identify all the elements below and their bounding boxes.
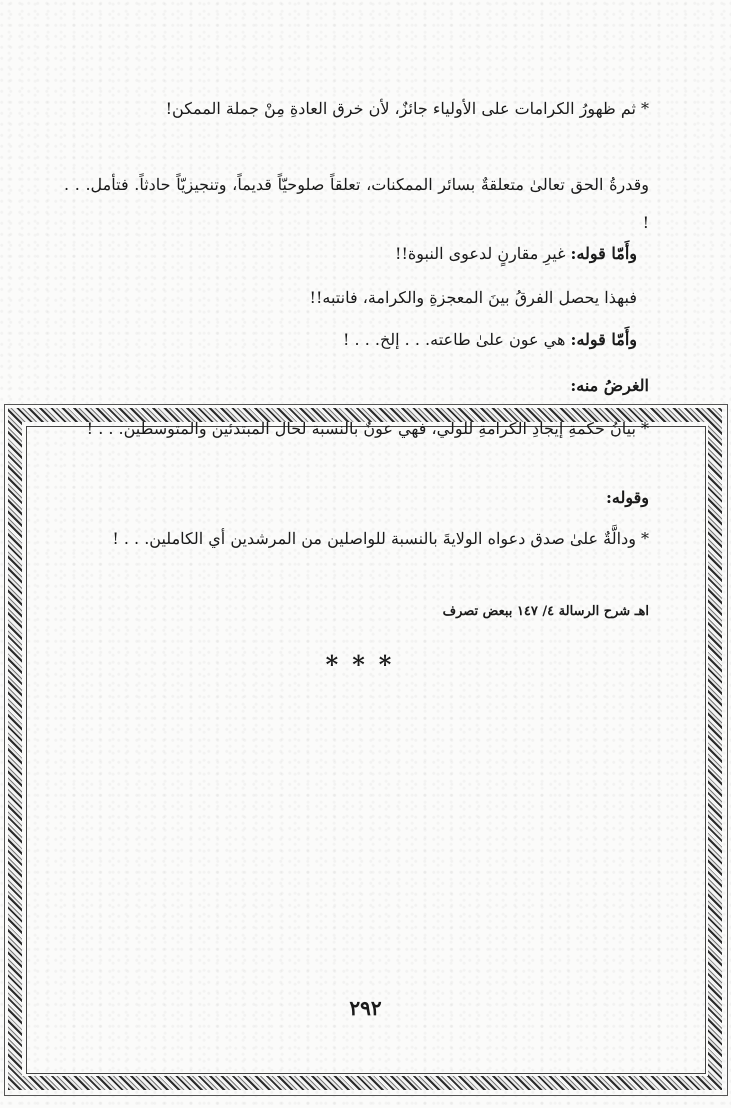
heading-his-saying: وقوله: <box>606 488 649 507</box>
quote-text: هي عون علىٰ طاعته. . . إلخ. . . ! <box>343 330 571 349</box>
paragraph-proof-of-wilaya: * ودالَّةٌ علىٰ صدق دعواه الولايةَ بالنسبة للواصلين من المرشدين أي الكاملين. . . ! <box>112 529 649 548</box>
page-number: ٢٩٢ <box>349 996 382 1020</box>
paragraph-wisdom-of-karama: * بيانُ حكمةِ إيجادِ الكرامةِ للولي، فهي عونٌ بالنسبة لحال المبتدئين والمتوسطين. . . ! <box>86 419 649 438</box>
quote-help-in-obedience <box>64 330 637 349</box>
paragraph-karamat-permissible: * ثم ظهورُ الكرامات على الأولياء جائزٌ، لأن خرق العادةِ مِنْ جملة الممكن! <box>165 99 649 118</box>
quote-text: غيرِ مقارنٍ لدعوى النبوة!! <box>395 244 571 263</box>
quote-not-linked-prophethood <box>64 244 637 263</box>
heading-purpose: الغرضُ منه: <box>570 376 649 395</box>
section-divider-stars: *** <box>325 650 406 679</box>
paragraph-divine-power: وقدرةُ الحق تعالىٰ متعلقةٌ بسائر الممكنات، تعلقاً صلوحيّاً قديماً، وتنجيزيّاً حادثاً. فتأمل. . . ! <box>64 175 649 232</box>
quote-lead: وأَمّا قوله: <box>570 244 637 263</box>
quote-lead: وأَمّا قوله: <box>570 330 637 349</box>
citation-source: اهـ شرح الرسالة ٤/ ١٤٧ ببعض تصرف <box>442 604 649 619</box>
line-difference-miracle-karama: فبهذا يحصل الفرقُ بينَ المعجزةِ والكرامة، فانتبه!! <box>309 288 637 307</box>
